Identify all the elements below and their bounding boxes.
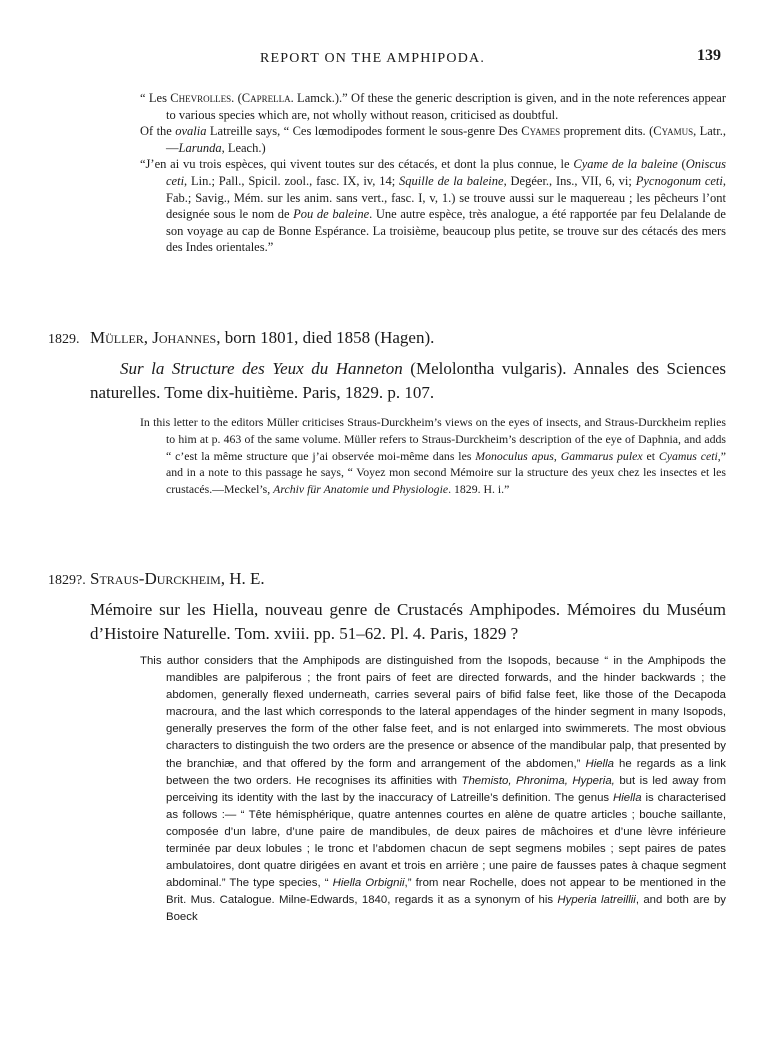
text-run: Larunda — [178, 140, 222, 155]
text-run: ovalia — [175, 124, 207, 139]
text-run: , and both are by Boeck — [166, 894, 726, 924]
text-run: “J’en ai vu trois espèces, qui vivent toutes sur des cétacés, et dont la plus connue, le — [140, 157, 574, 172]
text-run: Caprella. — [241, 91, 294, 105]
text-run: ,” and in a note to this passage he says, “ Voyez mon second Mémoire sur la structure des yeux chez les insectes et les crustacés.—Meckel’s, — [166, 448, 726, 497]
text-run: Themisto, Phronima, Hyperia, — [461, 774, 615, 787]
text-run: , — [553, 448, 561, 463]
text-run: , Latr.,— — [166, 124, 726, 155]
text-run: Hiella Orbignii — [332, 877, 405, 890]
text-run: Of the — [140, 124, 176, 139]
text-run: Cyames — [521, 124, 561, 139]
text-run: Pou de baleine — [293, 207, 370, 222]
quote-para-cyames — [138, 156, 726, 256]
entry-note-muller — [140, 414, 726, 498]
text-run: Cyame de la baleine — [573, 157, 678, 172]
entry-title-muller — [90, 357, 726, 404]
text-run: , Lin.; Pall., Spicil. zool., fasc. IX, iv, 14; — [184, 173, 400, 188]
text-run: Sur la Structure des Yeux du Hanneton — [120, 359, 403, 378]
text-run: et — [642, 448, 659, 463]
text-run: “ Les — [140, 91, 171, 105]
entry-author: Straus-Durckheim, — [90, 569, 225, 588]
text-run: Lamck.).” Of these the generic description is given, and in the note references appear to various species which are, not wholly without reason, criticised as doubtful. — [166, 91, 726, 122]
text-run: This author considers that the Amphipods are distinguished from the Isopods, because “ in the Amphipods the mandibles are palpiferous ; the front pairs of feet are directed forwards, and the hinder backwards ; the abdomen, generally flexed underneath, carries several pairs of bifid false feet, like those of the Decapoda macroura, and the last which corresponds to the lateral appendages of the hinder segment in many Isopods, generally preserves the form of the other false feet, and is not enlarged into swimmerets. The most obvious characters to distinguish the two orders are the presence or absence of the mandibular palp, that presented by the branchiæ, and that offered by the form and arrangement of the abdomen,” — [140, 655, 726, 770]
entry-body-straus — [140, 653, 726, 927]
page-number: 139 — [697, 47, 721, 64]
title-text — [60, 357, 726, 404]
entry-author-details: H. E. — [224, 569, 265, 588]
text-run: Monoculus apus — [475, 448, 554, 463]
entry-author: Müller, Johannes, — [90, 328, 221, 347]
entry-heading-muller — [48, 327, 434, 351]
text-run: is characterised as follows :— “ Tête hémisphérique, quatre antennes courtes en alène de quatre articles ; bouche saillante, composée d’un labre, d’une paire de mandibules, de deux paires de mâchoires et d’une lèvre inférieure terminée par deux lobules ; le tronc et l’abdomen chacun de sept segmens mobiles ; sept paires de pates ambulatoires, dont quatre dirigées en avant et trois en arrière ; une paire de fausses pates à chaque segment abdominal.” The type species, “ — [166, 791, 726, 890]
text-run: Cyamus — [653, 124, 694, 139]
text-run: Hiella — [613, 791, 642, 804]
title-text-wrap — [60, 598, 726, 645]
text-run: ,” from near Rochelle, does not appear to be mentioned in the Brit. Mus. Catalogue. Milne-Edwards, 1840, regards it as a synonym of his — [166, 877, 727, 907]
text-run: Hiella — [585, 757, 614, 770]
text-run: Hyperia latreillii — [557, 894, 636, 907]
entry-year: 1829. — [48, 332, 80, 347]
text-run: Squille de la baleine — [399, 173, 504, 188]
quote-para-chevrolles — [140, 90, 726, 123]
text-run: Oniscus ceti — [166, 157, 726, 188]
text-run: ( — [234, 91, 242, 105]
text-run: , Fab.; Savig., Mém. sur les anim. sans vert., fasc. I, v, 1.) se trouve aussi sur le maquereau ; les pêcheurs l’ont designée sous le nom de — [166, 173, 726, 222]
entry-year: 1829?. — [48, 573, 86, 588]
title-text: Mémoire sur les Hiella, nouveau genre de Crustacés Amphipodes. Mémoires du Muséum d’Histoire Naturelle. Tom. xviii. pp. 51–62. Pl. 4. Paris, 1829 ? — [90, 600, 726, 643]
text-run: proprement dits. ( — [560, 124, 654, 139]
running-title: REPORT ON THE AMPHIPODA. — [260, 51, 486, 66]
quote-para-ovalia — [133, 123, 726, 156]
text-run: but is led away from perceiving its identity with the last by the inaccuracy of Latreille’s definition. The genus — [166, 774, 726, 804]
text-run: Cyamus ceti — [658, 448, 718, 463]
text-run: , Leach.) — [221, 140, 266, 155]
entry-title-straus — [60, 598, 726, 645]
text-run: In this letter to the editors Müller criticises Straus-Durckheim’s views on the eyes of insects, and Straus-Durckheim replies to him at p. 463 of the same volume. Müller refers to Straus-Durckheim’s description of the eye of Daphnia, and adds “ c’est la même structure que j’ai observée moi-même dans les — [140, 415, 726, 463]
text-run: . Une autre espèce, très analogue, a été rapportée par feu Delalande de son voyage au cap de Bonne Espérance. La troisième, beaucoup plus petite, se trouve sur des cétacés des mers des Indes orientales.” — [166, 207, 726, 255]
quote-block — [140, 90, 726, 256]
text-run: (Melolontha vulgaris). Annales des Sciences naturelles. Tome dix-huitième. Paris, 1829. p. 107. — [90, 359, 726, 402]
text-run: Latreille says, “ Ces lœmodipodes forment le sous-genre Des — [206, 124, 522, 139]
entry-author-details: born 1801, died 1858 (Hagen). — [220, 328, 435, 347]
text-run: he regards as a link between the two orders. He recognises its affinities with — [166, 757, 726, 787]
text-run: ( — [677, 157, 686, 172]
text-run: , Degéer., Ins., VII, 6, vi; — [503, 173, 636, 188]
entry-heading-straus — [48, 568, 265, 592]
text-run: Gammarus pulex — [560, 448, 643, 463]
text-run: Archiv für Anatomie und Physiologie — [273, 482, 449, 497]
text-run: . 1829. H. i.” — [448, 482, 510, 497]
text-run: Pycnogonum ceti — [635, 173, 723, 188]
text-run: Chevrolles. — [170, 91, 235, 105]
